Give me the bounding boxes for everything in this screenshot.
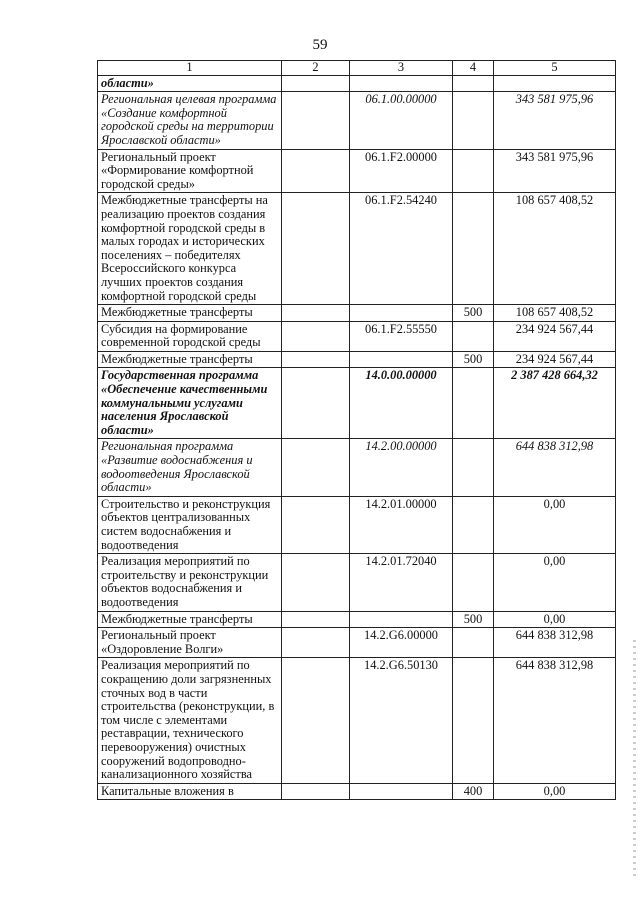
row-empty-cell <box>282 351 350 368</box>
row-type-cell <box>453 439 494 496</box>
row-type-cell <box>453 368 494 439</box>
row-code-cell <box>350 351 453 368</box>
row-name-cell: Региональный проект «Формирование комфортной городской среды» <box>98 149 282 193</box>
table-row <box>98 496 616 553</box>
row-code-cell: 06.1.00.00000 <box>350 92 453 149</box>
row-amount-cell: 644 838 312,98 <box>494 658 616 783</box>
row-name-cell: Межбюджетные трансферты <box>98 351 282 368</box>
row-code-cell: 14.2.01.72040 <box>350 554 453 611</box>
table-row <box>98 658 616 783</box>
row-type-cell <box>453 193 494 305</box>
row-code-cell <box>350 75 453 92</box>
row-code-cell: 14.2.G6.50130 <box>350 658 453 783</box>
table-row <box>98 75 616 92</box>
table-row <box>98 305 616 322</box>
row-empty-cell <box>282 783 350 800</box>
row-amount-cell: 108 657 408,52 <box>494 193 616 305</box>
scan-edge-mark <box>633 640 636 880</box>
row-amount-cell: 0,00 <box>494 611 616 628</box>
page-number: 59 <box>312 37 328 53</box>
table-row <box>98 368 616 439</box>
row-code-cell: 14.0.00.00000 <box>350 368 453 439</box>
row-empty-cell <box>282 321 350 351</box>
row-empty-cell <box>282 439 350 496</box>
row-code-cell <box>350 611 453 628</box>
row-code-cell <box>350 783 453 800</box>
row-amount-cell: 0,00 <box>494 496 616 553</box>
row-name-cell: Региональная целевая программа «Создание комфортной городской среды на территории Ярославской области» <box>98 92 282 149</box>
row-type-cell <box>453 92 494 149</box>
row-type-cell <box>453 149 494 193</box>
row-code-cell: 06.1.F2.54240 <box>350 193 453 305</box>
row-empty-cell <box>282 658 350 783</box>
row-empty-cell <box>282 496 350 553</box>
row-type-cell <box>453 628 494 658</box>
row-amount-cell: 343 581 975,96 <box>494 92 616 149</box>
row-amount-cell: 644 838 312,98 <box>494 439 616 496</box>
row-code-cell: 06.1.F2.00000 <box>350 149 453 193</box>
header-col-4: 4 <box>453 61 494 76</box>
row-type-cell: 400 <box>453 783 494 800</box>
row-code-cell <box>350 305 453 322</box>
table-row <box>98 193 616 305</box>
row-amount-cell: 2 387 428 664,32 <box>494 368 616 439</box>
table-row <box>98 351 616 368</box>
table-row <box>98 439 616 496</box>
row-empty-cell <box>282 193 350 305</box>
row-empty-cell <box>282 149 350 193</box>
row-name-cell: Строительство и реконструкция объектов централизованных систем водоснабжения и водоотведения <box>98 496 282 553</box>
row-type-cell <box>453 496 494 553</box>
row-name-cell: Субсидия на формирование современной городской среды <box>98 321 282 351</box>
table-header-row <box>98 61 616 76</box>
row-name-cell: области» <box>98 75 282 92</box>
row-type-cell <box>453 554 494 611</box>
row-amount-cell <box>494 75 616 92</box>
header-col-2: 2 <box>282 61 350 76</box>
row-type-cell <box>453 75 494 92</box>
row-name-cell: Реализация мероприятий по строительству и реконструкции объектов водоснабжения и водоотведения <box>98 554 282 611</box>
row-empty-cell <box>282 305 350 322</box>
row-code-cell: 14.2.00.00000 <box>350 439 453 496</box>
header-col-3: 3 <box>350 61 453 76</box>
row-type-cell: 500 <box>453 351 494 368</box>
row-type-cell <box>453 321 494 351</box>
row-code-cell: 14.2.G6.00000 <box>350 628 453 658</box>
row-code-cell: 14.2.01.00000 <box>350 496 453 553</box>
row-amount-cell: 0,00 <box>494 554 616 611</box>
row-amount-cell: 108 657 408,52 <box>494 305 616 322</box>
row-empty-cell <box>282 368 350 439</box>
table-row <box>98 92 616 149</box>
row-empty-cell <box>282 554 350 611</box>
row-name-cell: Региональная программа «Развитие водоснабжения и водоотведения Ярославской области» <box>98 439 282 496</box>
row-amount-cell: 0,00 <box>494 783 616 800</box>
row-empty-cell <box>282 92 350 149</box>
row-name-cell: Региональный проект «Оздоровление Волги» <box>98 628 282 658</box>
row-type-cell <box>453 658 494 783</box>
table-row <box>98 321 616 351</box>
row-code-cell: 06.1.F2.55550 <box>350 321 453 351</box>
header-col-1: 1 <box>98 61 282 76</box>
header-col-5: 5 <box>494 61 616 76</box>
row-name-cell: Межбюджетные трансферты <box>98 611 282 628</box>
row-amount-cell: 644 838 312,98 <box>494 628 616 658</box>
row-type-cell: 500 <box>453 611 494 628</box>
table-row <box>98 783 616 800</box>
row-amount-cell: 234 924 567,44 <box>494 321 616 351</box>
row-name-cell: Межбюджетные трансферты <box>98 305 282 322</box>
table-row <box>98 611 616 628</box>
row-name-cell: Реализация мероприятий по сокращению доли загрязненных сточных вод в части строительства (реконструкции, в том числе с элементами реставрации, технического перевооружения) очистных сооружений водопроводно-канализационного хозяйства <box>98 658 282 783</box>
table-row <box>98 628 616 658</box>
row-name-cell: Государственная программа «Обеспечение качественными коммунальными услугами населения Ярославской области» <box>98 368 282 439</box>
row-type-cell: 500 <box>453 305 494 322</box>
row-empty-cell <box>282 628 350 658</box>
row-empty-cell <box>282 75 350 92</box>
row-empty-cell <box>282 611 350 628</box>
row-amount-cell: 343 581 975,96 <box>494 149 616 193</box>
row-name-cell: Капитальные вложения в <box>98 783 282 800</box>
budget-table <box>97 60 616 800</box>
table-row <box>98 149 616 193</box>
row-amount-cell: 234 924 567,44 <box>494 351 616 368</box>
row-name-cell: Межбюджетные трансферты на реализацию проектов создания комфортной городской среды в малых городах и исторических поселениях – победителях Всероссийского конкурса лучших проектов создания комфортной городской среды <box>98 193 282 305</box>
table-row <box>98 554 616 611</box>
